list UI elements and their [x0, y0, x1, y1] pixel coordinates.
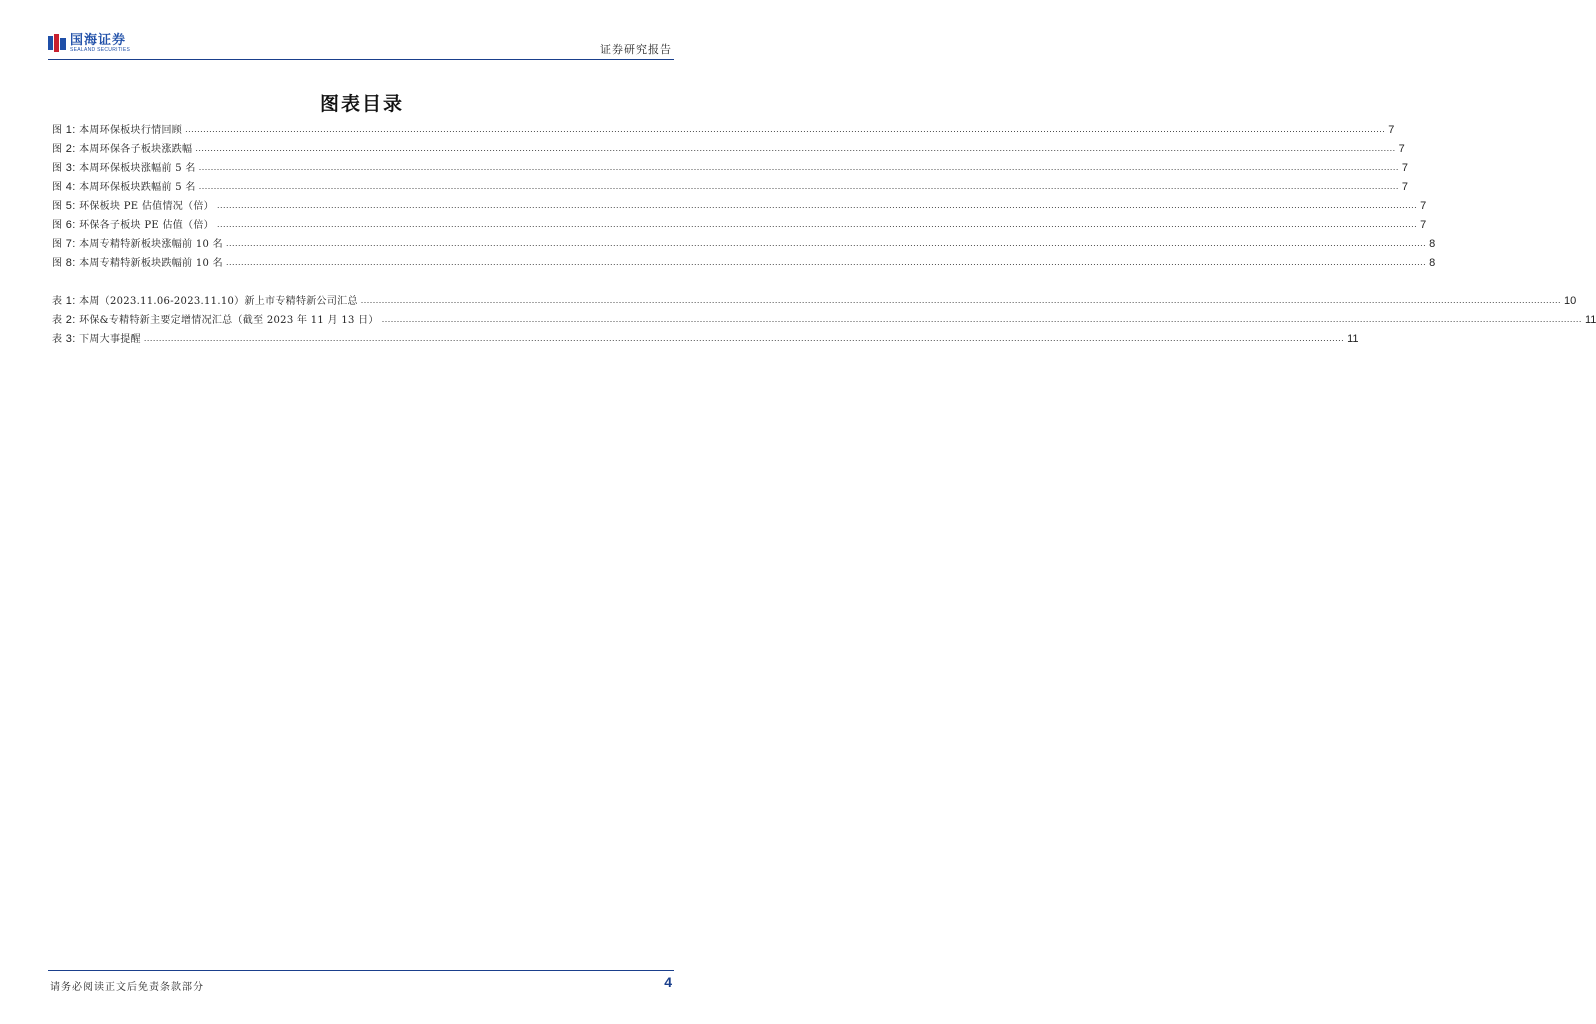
dot-leader: ................................................................................................................................................................................................................................................................................................................................................................................................................	[216, 200, 1418, 210]
figure-page-number[interactable]: 7	[1398, 143, 1405, 155]
table-entry-label[interactable]	[52, 292, 358, 311]
logo-chinese-name: 国海证券	[70, 32, 127, 48]
figure-entry[interactable]	[52, 254, 1436, 273]
table-page-number[interactable]: 10	[1563, 295, 1577, 307]
figure-entry-label[interactable]	[52, 254, 223, 273]
dot-leader: ................................................................................................................................................................................................................................................................................................................................................................................................................	[195, 143, 1396, 153]
figure-entry[interactable]	[52, 216, 1427, 235]
disclaimer-note: 请务必阅读正文后免责条款部分	[50, 982, 204, 993]
dot-leader: ................................................................................................................................................................................................................................................................................................................................................................................................................	[225, 257, 1427, 267]
page-header	[48, 30, 674, 60]
table-number: 1:	[65, 295, 76, 307]
figure-title: 本周环保板块行情回顾	[79, 125, 183, 136]
figure-entry-label[interactable]	[52, 121, 182, 140]
figure-page-number[interactable]: 7	[1401, 181, 1409, 193]
figure-title: 本周环保各子板块涨跌幅	[79, 144, 193, 155]
figure-title: 环保板块 PE 估值情况（倍）	[79, 201, 214, 212]
dot-leader: ................................................................................................................................................................................................................................................................................................................................................................................................................	[225, 238, 1427, 248]
figure-title: 本周环保板块跌幅前 5 名	[79, 182, 196, 193]
figure-number: 1:	[65, 124, 76, 136]
table-title: 下周大事提醒	[79, 334, 141, 345]
logo-english-name: SEALAND SECURITIES	[70, 46, 131, 53]
dot-leader: ................................................................................................................................................................................................................................................................................................................................................................................................................	[216, 219, 1418, 229]
table-entry[interactable]	[52, 292, 1577, 311]
figure-number: 3:	[65, 162, 76, 174]
figure-prefix: 图	[52, 163, 63, 174]
table-entry-label[interactable]	[52, 330, 141, 349]
dot-leader: ................................................................................................................................................................................................................................................................................................................................................................................................................	[198, 162, 1399, 172]
figure-page-number[interactable]: 8	[1429, 238, 1436, 250]
figure-number: 2:	[65, 143, 76, 155]
figure-number: 6:	[65, 219, 76, 231]
table-prefix: 表	[52, 296, 63, 307]
figure-title: 本周专精特新板块跌幅前 10 名	[79, 258, 223, 269]
figure-title: 本周专精特新板块涨幅前 10 名	[79, 239, 223, 250]
figure-entry-label[interactable]	[52, 178, 196, 197]
figure-entry-label[interactable]	[52, 216, 214, 235]
figure-prefix: 图	[52, 201, 63, 212]
dot-leader: ................................................................................................................................................................................................................................................................................................................................................................................................................	[198, 181, 1399, 191]
figure-entry[interactable]	[52, 121, 1395, 140]
dot-leader: ................................................................................................................................................................................................................................................................................................................................................................................................................	[143, 333, 1345, 343]
table-title: 环保&专精特新主要定增情况汇总（截至 2023 年 11 月 13 日）	[79, 315, 379, 326]
figure-page-number[interactable]: 7	[1401, 162, 1409, 174]
report-type-label: 证券研究报告	[600, 43, 672, 56]
page-title: 图表目录	[319, 93, 404, 115]
dot-leader: ................................................................................................................................................................................................................................................................................................................................................................................................................	[360, 295, 1561, 305]
figure-entry-label[interactable]	[52, 159, 196, 178]
figure-entry[interactable]	[52, 159, 1409, 178]
figure-page-number[interactable]: 7	[1420, 200, 1427, 212]
table-title: 本周（2023.11.06-2023.11.10）新上市专精特新公司汇总	[79, 296, 358, 307]
figure-entry-label[interactable]	[52, 197, 214, 216]
figure-number: 7:	[65, 238, 76, 250]
sealand-logo-icon	[48, 34, 66, 52]
dot-leader: ................................................................................................................................................................................................................................................................................................................................................................................................................	[185, 124, 1386, 134]
dot-leader: ................................................................................................................................................................................................................................................................................................................................................................................................................	[381, 314, 1582, 324]
figure-prefix: 图	[52, 220, 63, 231]
figure-entry[interactable]	[52, 178, 1409, 197]
figure-prefix: 图	[52, 258, 63, 269]
figure-page-number[interactable]: 7	[1388, 124, 1395, 136]
page-number: 4	[664, 974, 672, 990]
table-prefix: 表	[52, 334, 63, 345]
table-entry-label[interactable]	[52, 311, 379, 330]
figure-prefix: 图	[52, 144, 63, 155]
company-logo	[48, 32, 130, 54]
table-page-number[interactable]: 11	[1347, 333, 1359, 345]
table-number: 2:	[65, 314, 76, 326]
figure-number: 5:	[65, 200, 76, 212]
figure-title: 本周环保板块涨幅前 5 名	[79, 163, 196, 174]
figure-page-number[interactable]: 8	[1429, 257, 1436, 269]
figure-entry-label[interactable]	[52, 140, 192, 159]
figure-prefix: 图	[52, 125, 63, 136]
figure-entry[interactable]	[52, 197, 1427, 216]
table-entry[interactable]	[52, 311, 1596, 330]
figure-title: 环保各子板块 PE 估值（倍）	[79, 220, 214, 231]
figure-entry[interactable]	[52, 140, 1405, 159]
figure-prefix: 图	[52, 239, 63, 250]
figure-page-number[interactable]: 7	[1420, 219, 1427, 231]
table-entry[interactable]	[52, 330, 1359, 349]
table-list	[52, 292, 1596, 349]
figure-entry-label[interactable]	[52, 235, 223, 254]
figure-list	[52, 121, 1436, 273]
table-number: 3:	[65, 333, 76, 345]
figure-entry[interactable]	[52, 235, 1436, 254]
figure-number: 4:	[65, 181, 76, 193]
page-footer	[48, 970, 674, 994]
figure-prefix: 图	[52, 182, 63, 193]
figure-number: 8:	[65, 257, 76, 269]
table-page-number[interactable]: 11	[1584, 314, 1596, 326]
table-prefix: 表	[52, 315, 63, 326]
